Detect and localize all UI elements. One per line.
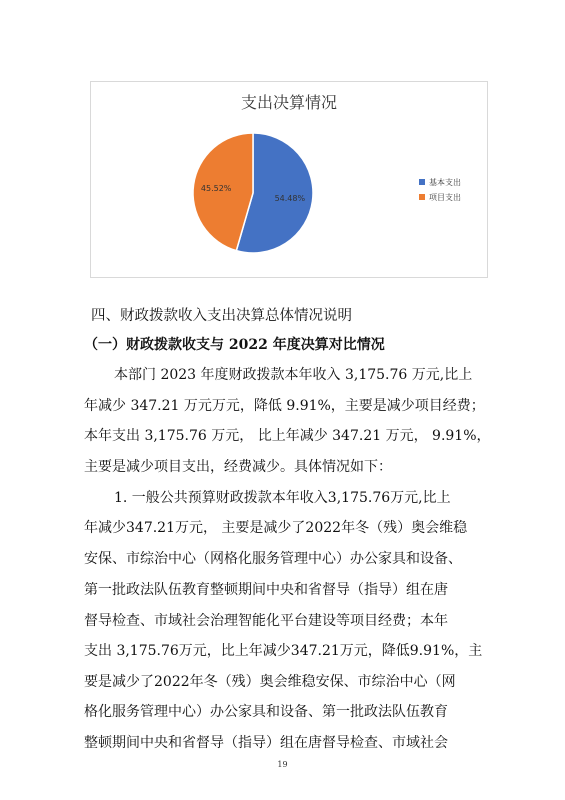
body-line-9: 督导检查、市域社会治理智能化平台建设等项目经费；本年 <box>84 613 448 629</box>
body-line-2: 年减少 347.21 万元万元，降低 9.91%，主要是减少项目经费； <box>84 398 485 414</box>
body-line-8: 第一批政法队伍教育整顿期间中央和省督导（指导）组在唐 <box>84 582 448 598</box>
data-label-basic: 54.48% <box>274 194 306 204</box>
body-line-1: 本部门 2023 年度财政拨款本年收入 3,175.76 万元,比上 <box>114 367 473 383</box>
body-line-11: 要是减少了2022年冬（残）奥会维稳安保、市综治中心（网 <box>84 674 456 690</box>
body-line-4: 主要是减少项目支出，经费减少。具体情况如下： <box>84 459 392 475</box>
legend-swatch-project <box>419 194 425 200</box>
body-line-12: 格化服务管理中心）办公家具和设备、第一批政法队伍教育 <box>84 704 448 720</box>
body-line-13: 整顿期间中央和省督导（指导）组在唐督导检查、市域社会 <box>84 735 448 751</box>
legend-item-project <box>419 191 461 203</box>
legend-swatch-basic <box>419 179 425 185</box>
body-line-10: 支出 3,175.76万元，比上年减少347.21万元，降低9.91%，主 <box>84 643 483 659</box>
body-line-7: 安保、市综治中心（网格化服务管理中心）办公家具和设备、 <box>84 551 462 567</box>
section-heading: 四、财政拨款收入支出决算总体情况说明 <box>91 308 352 324</box>
body-line-6: 年减少347.21万元， 主要是减少了2022年冬（残）奥会维稳 <box>84 520 468 536</box>
body-line-5: 1. 一般公共预算财政拨款本年收入3,175.76万元,比上 <box>114 490 451 506</box>
legend-label-project: 项目支出 <box>429 192 461 202</box>
body-line-3: 本年支出 3,175.76 万元， 比上年减少 347.21 万元， 9.91%， <box>84 428 491 444</box>
data-label-project: 45.52% <box>200 183 232 193</box>
chart-frame <box>90 81 488 278</box>
chart-title: 支出决算情况 <box>240 93 337 112</box>
sub-heading: （一）财政拨款收支与 2022 年度决算对比情况 <box>84 337 385 353</box>
page-number: 19 <box>277 760 288 769</box>
legend-label-basic: 基本支出 <box>429 177 461 187</box>
legend-item-basic <box>419 176 461 188</box>
